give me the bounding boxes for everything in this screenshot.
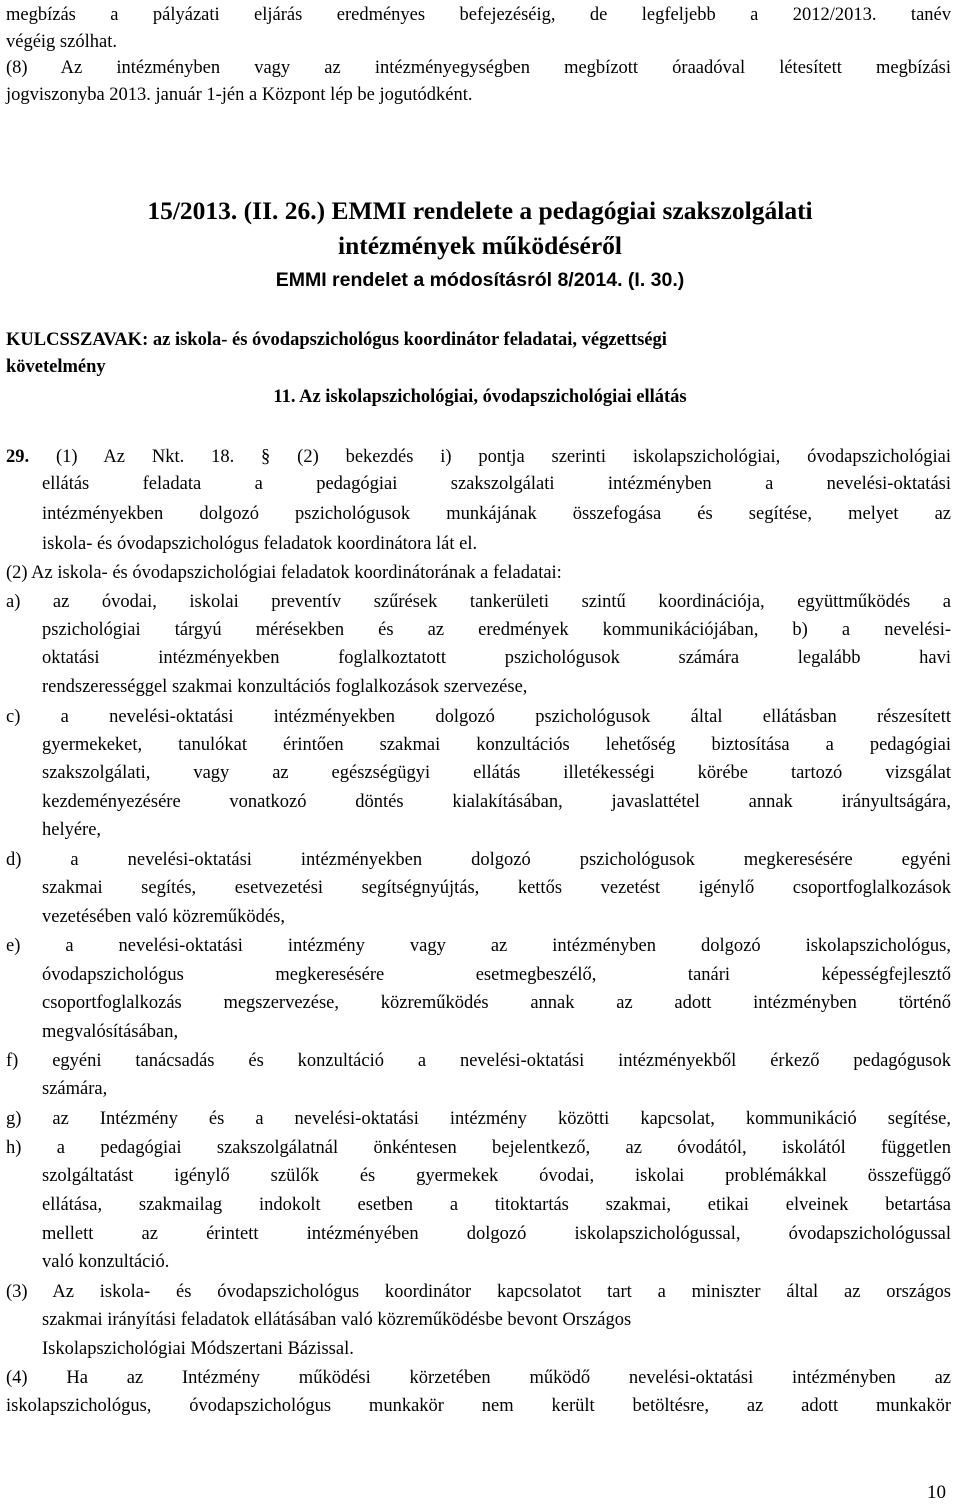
article-number: 29. xyxy=(6,447,30,467)
article-paragraph-4-line-1: (4) Ha az Intézmény működési körzetében működő nevelési-oktatási intézményben az xyxy=(6,1368,951,1388)
item-a-line-1: a) az óvodai, iskolai preventív szűrések tankerületi szintű koordinációja, együttműködés a xyxy=(6,592,951,612)
item-a-line-2: pszichológiai tárgyú mérésekben és az eredmények kommunikációjában, b) a nevelési- xyxy=(42,620,951,640)
item-h-line-3: ellátása, szakmailag indokolt esetben a titoktartás szakmai, etikai elveinek betartása xyxy=(42,1195,951,1215)
item-a-line-4: rendszerességgel szakmai konzultációs foglalkozások szervezése, xyxy=(42,677,528,697)
item-f-line-2: számára, xyxy=(42,1079,108,1099)
regulation-subtitle: EMMI rendelet a módosításról 8/2014. (I. 30.) xyxy=(275,269,685,291)
intro-line-1: megbízás a pályázati eljárás eredményes befejezéséig, de legfeljebb a 2012/2013. tanév xyxy=(6,5,951,25)
item-c-line-4: kezdeményezésére vonatkozó döntés kialakításában, javaslattétel annak irányultságára, xyxy=(42,792,951,812)
page-number: 10 xyxy=(927,1482,946,1503)
item-e-line-4: megvalósításában, xyxy=(42,1022,179,1042)
paragraph-8-line-2: jogviszonyba 2013. január 1-jén a Központ lép be jogutódként. xyxy=(6,85,473,105)
item-a-line-3: oktatási intézményekben foglalkoztatott pszichológusok számára legalább havi xyxy=(42,648,951,668)
regulation-title-line-1: 15/2013. (II. 26.) EMMI rendelete a pedagógiai szakszolgálati xyxy=(147,196,813,225)
item-h-line-5: való konzultáció. xyxy=(42,1252,170,1272)
item-h-line-2: szolgáltatást igénylő szülők és gyermekek óvodai, iskolai problémákkal összefüggő xyxy=(42,1166,951,1186)
item-h-line-4: mellett az érintett intézményében dolgozó iskolapszichológussal, óvodapszichológussal xyxy=(42,1224,951,1244)
article-paragraph-1-text: (1) Az Nkt. 18. § (2) bekezdés i) pontja szerinti iskolapszichológiai, óvodapszichológiai xyxy=(29,447,951,467)
item-d-line-2: szakmai segítés, esetvezetési segítségnyújtás, kettős vezetést igénylő csoportfoglalkozások xyxy=(42,878,951,898)
item-e-line-1: e) a nevelési-oktatási intézmény vagy az intézményben dolgozó iskolapszichológus, xyxy=(6,936,951,956)
item-h-line-1: h) a pedagógiai szakszolgálatnál önkéntesen bejelentkező, az óvodától, iskolától független xyxy=(6,1138,951,1158)
article-paragraph-4-line-2: iskolapszichológus, óvodapszichológus munkakör nem került betöltésre, az adott munkakör xyxy=(6,1396,951,1416)
intro-line-2: végéig szólhat. xyxy=(6,32,117,52)
item-e-line-2: óvodapszichológus megkeresésére esetmegbeszélő, tanári képességfejlesztő xyxy=(42,965,951,985)
paragraph-8-line-1: (8) Az intézményben vagy az intézményegységben megbízott óraadóval létesített megbízási xyxy=(6,58,951,78)
article-paragraph-3-line-3: Iskolapszichológiai Módszertani Bázissal. xyxy=(42,1339,354,1359)
section-heading: 11. Az iskolapszichológiai, óvodapszichológiai ellátás xyxy=(273,387,687,407)
item-e-line-3: csoportfoglalkozás megszervezése, közreműködés annak az adott intézményben történő xyxy=(42,993,951,1013)
article-paragraph-3-line-2: szakmai irányítási feladatok ellátásában való közreműködésbe bevont Országos xyxy=(42,1310,632,1330)
item-d-line-3: vezetésében való közreműködés, xyxy=(42,907,285,927)
item-d-line-1: d) a nevelési-oktatási intézményekben dolgozó pszichológusok megkeresésére egyéni xyxy=(6,850,951,870)
article-paragraph-3-line-1: (3) Az iskola- és óvodapszichológus koordinátor kapcsolatot tart a miniszter által az országos xyxy=(6,1282,951,1302)
item-c-line-3: szakszolgálati, vagy az egészségügyi ellátás illetékességi körébe tartozó vizsgálat xyxy=(42,763,951,783)
item-f-line-1: f) egyéni tanácsadás és konzultáció a nevelési-oktatási intézményekből érkező pedagógusok xyxy=(6,1051,951,1071)
keywords-line-1: KULCSSZAVAK: az iskola- és óvodapszichológus koordinátor feladatai, végzettségi xyxy=(6,330,667,350)
regulation-title-line-2: intézmények működéséről xyxy=(337,231,622,260)
item-c-line-2: gyermekeket, tanulókat érintően szakmai konzultációs lehetőség biztosítása a pedagógiai xyxy=(42,735,951,755)
item-g-line-1: g) az Intézmény és a nevelési-oktatási intézmény közötti kapcsolat, kommunikáció segítése, xyxy=(6,1109,951,1129)
article-paragraph-1-line-2: ellátás feladata a pedagógiai szakszolgálati intézményben a nevelési-oktatási xyxy=(42,474,951,494)
keywords-line-2: követelmény xyxy=(6,357,106,377)
item-c-line-5: helyére, xyxy=(42,820,102,840)
article-paragraph-2-intro: (2) Az iskola- és óvodapszichológiai feladatok koordinátorának a feladatai: xyxy=(6,563,562,583)
item-c-line-1: c) a nevelési-oktatási intézményekben dolgozó pszichológusok által ellátásban részesített xyxy=(6,707,951,727)
article-paragraph-1-line-3: intézményekben dolgozó pszichológusok munkájának összefogása és segítése, melyet az xyxy=(42,504,951,524)
article-paragraph-1-line-4: iskola- és óvodapszichológus feladatok koordinátora lát el. xyxy=(42,534,478,554)
article-paragraph-1-line-1 xyxy=(6,445,951,469)
